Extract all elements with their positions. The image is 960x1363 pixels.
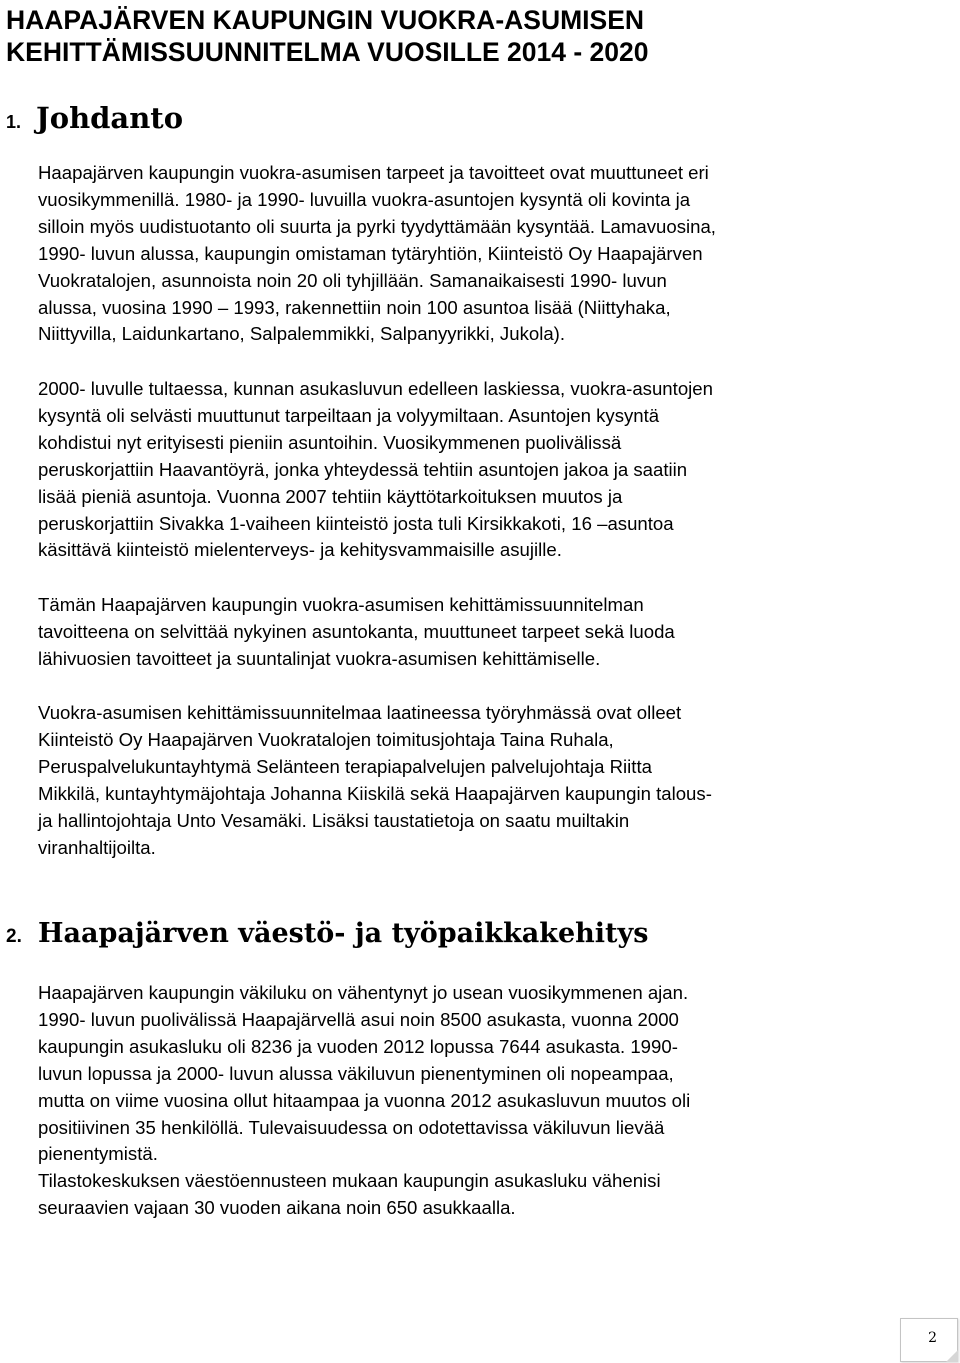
page-number-box <box>900 1318 958 1362</box>
section-1-paragraph-4 <box>38 700 712 861</box>
section-title-2: Haapajärven väestö- ja työpaikkakehitys <box>38 918 649 949</box>
text-line: kohdistui nyt erityisesti pieniin asuntoihin. Vuosikymmenen puolivälissä <box>38 431 622 453</box>
text-line: Peruspalvelukuntayhtymä Selänteen terapiapalvelujen palvelujohtaja Riitta <box>38 755 652 777</box>
text-line: vuosikymmenillä. 1980- ja 1990- luvuilla vuokra-asuntojen kysyntä oli kovinta ja <box>38 188 691 210</box>
text-line: kaupungin asukasluku oli 8236 ja vuoden 2012 lopussa 7644 asukasta. 1990- <box>38 1035 678 1057</box>
text-line: Mikkilä, kuntayhtymäjohtaja Johanna Kiiskilä sekä Haapajärven kaupungin talous- <box>38 782 712 804</box>
text-line: alussa, vuosina 1990 – 1993, rakennettiin noin 100 asuntoa lisää (Niittyhaka, <box>38 296 671 318</box>
section-heading-1 <box>6 100 183 140</box>
page-curl-icon <box>946 1350 958 1362</box>
text-line: peruskorjattiin Haavantöyrä, jonka yhteydessä tehtiin asuntojen jakoa ja saatiin <box>38 458 688 480</box>
section-1-paragraph-2 <box>38 376 713 564</box>
text-line: 2000- luvulle tultaessa, kunnan asukasluvun edelleen laskiessa, vuokra-asuntojen <box>38 378 713 399</box>
text-line: Tilastokeskuksen väestöennusteen mukaan kaupungin asukasluku vähenisi <box>38 1170 661 1192</box>
document-title-line-1: HAAPAJÄRVEN KAUPUNGIN VUOKRA-ASUMISEN <box>6 5 645 35</box>
text-line: Haapajärven kaupungin väkiluku on vähentynyt jo usean vuosikymmenen ajan. <box>38 982 689 1003</box>
document-title-line-2: KEHITTÄMISSUUNNITELMA VUOSILLE 2014 - 2020 <box>6 37 649 67</box>
section-number-2: 2. <box>6 926 22 947</box>
text-line: viranhaltijoilta. <box>38 836 156 858</box>
text-line: mutta on viime vuosina ollut hitaampaa ja vuonna 2012 asukasluvun muutos oli <box>38 1089 691 1111</box>
text-line: seuraavien vajaan 30 vuoden aikana noin 650 asukkaalla. <box>38 1197 516 1219</box>
text-line: Haapajärven kaupungin vuokra-asumisen tarpeet ja tavoitteet ovat muuttuneet eri <box>38 162 709 183</box>
text-line: Niittyvilla, Laidunkartano, Salpalemmikki, Salpanyyrikki, Jukola). <box>38 323 566 345</box>
section-1-paragraph-3 <box>38 592 675 673</box>
text-line: pienentymistä. <box>38 1143 158 1165</box>
section-heading-2 <box>6 913 648 957</box>
text-line: lähivuosien tavoitteet ja suuntalinjat vuokra-asumisen kehittämiselle. <box>38 647 601 669</box>
section-1-paragraph-1 <box>38 160 716 348</box>
text-line: luvun lopussa ja 2000- luvun alussa väkiluvun pienentyminen oli nopeampaa, <box>38 1062 674 1084</box>
document-title <box>6 4 649 68</box>
text-line: Vuokratalojen, asunnoista noin 20 oli tyhjillään. Samanaikaisesti 1990- luvun <box>38 269 667 291</box>
section-number-1: 1. <box>6 112 22 132</box>
text-line: 1990- luvun alussa, kaupungin omistaman tytäryhtiön, Kiinteistö Oy Haapajärven <box>38 242 703 264</box>
page-number: 2 <box>928 1330 937 1346</box>
text-line: Tämän Haapajärven kaupungin vuokra-asumisen kehittämissuunnitelman <box>38 594 644 615</box>
text-line: käsittävä kiinteistö mielenterveys- ja kehitysvammaisille asujille. <box>38 539 562 561</box>
text-line: positiivinen 35 henkilöllä. Tulevaisuudessa on odotettavissa väkiluvun lievää <box>38 1116 665 1138</box>
text-line: silloin myös uudistuotanto oli suurta ja pyrki tyydyttämään kysyntää. Lamavuosina, <box>38 215 716 237</box>
text-line: 1990- luvun puolivälissä Haapajärvellä asui noin 8500 asukasta, vuonna 2000 <box>38 1008 679 1030</box>
text-line: Vuokra-asumisen kehittämissuunnitelmaa laatineessa työryhmässä ovat olleet <box>38 702 682 723</box>
text-line: lisää pieniä asuntoja. Vuonna 2007 tehtiin käyttötarkoituksen muutos ja <box>38 485 623 507</box>
text-line: ja hallintojohtaja Unto Vesamäki. Lisäksi taustatietoja on saatu muiltakin <box>38 809 630 831</box>
text-line: peruskorjattiin Sivakka 1-vaiheen kiinteistö josta tuli Kirsikkakoti, 16 –asuntoa <box>38 512 674 534</box>
section-2-paragraph-1 <box>38 980 690 1222</box>
section-title-1: Johdanto <box>36 101 184 135</box>
text-line: Kiinteistö Oy Haapajärven Vuokratalojen toimitusjohtaja Taina Ruhala, <box>38 728 614 750</box>
text-line: kysyntä oli selvästi muuttunut tarpeiltaan ja volyymiltaan. Asuntojen kysyntä <box>38 404 660 426</box>
text-line: tavoitteena on selvittää nykyinen asuntokanta, muuttuneet tarpeet sekä luoda <box>38 620 675 642</box>
